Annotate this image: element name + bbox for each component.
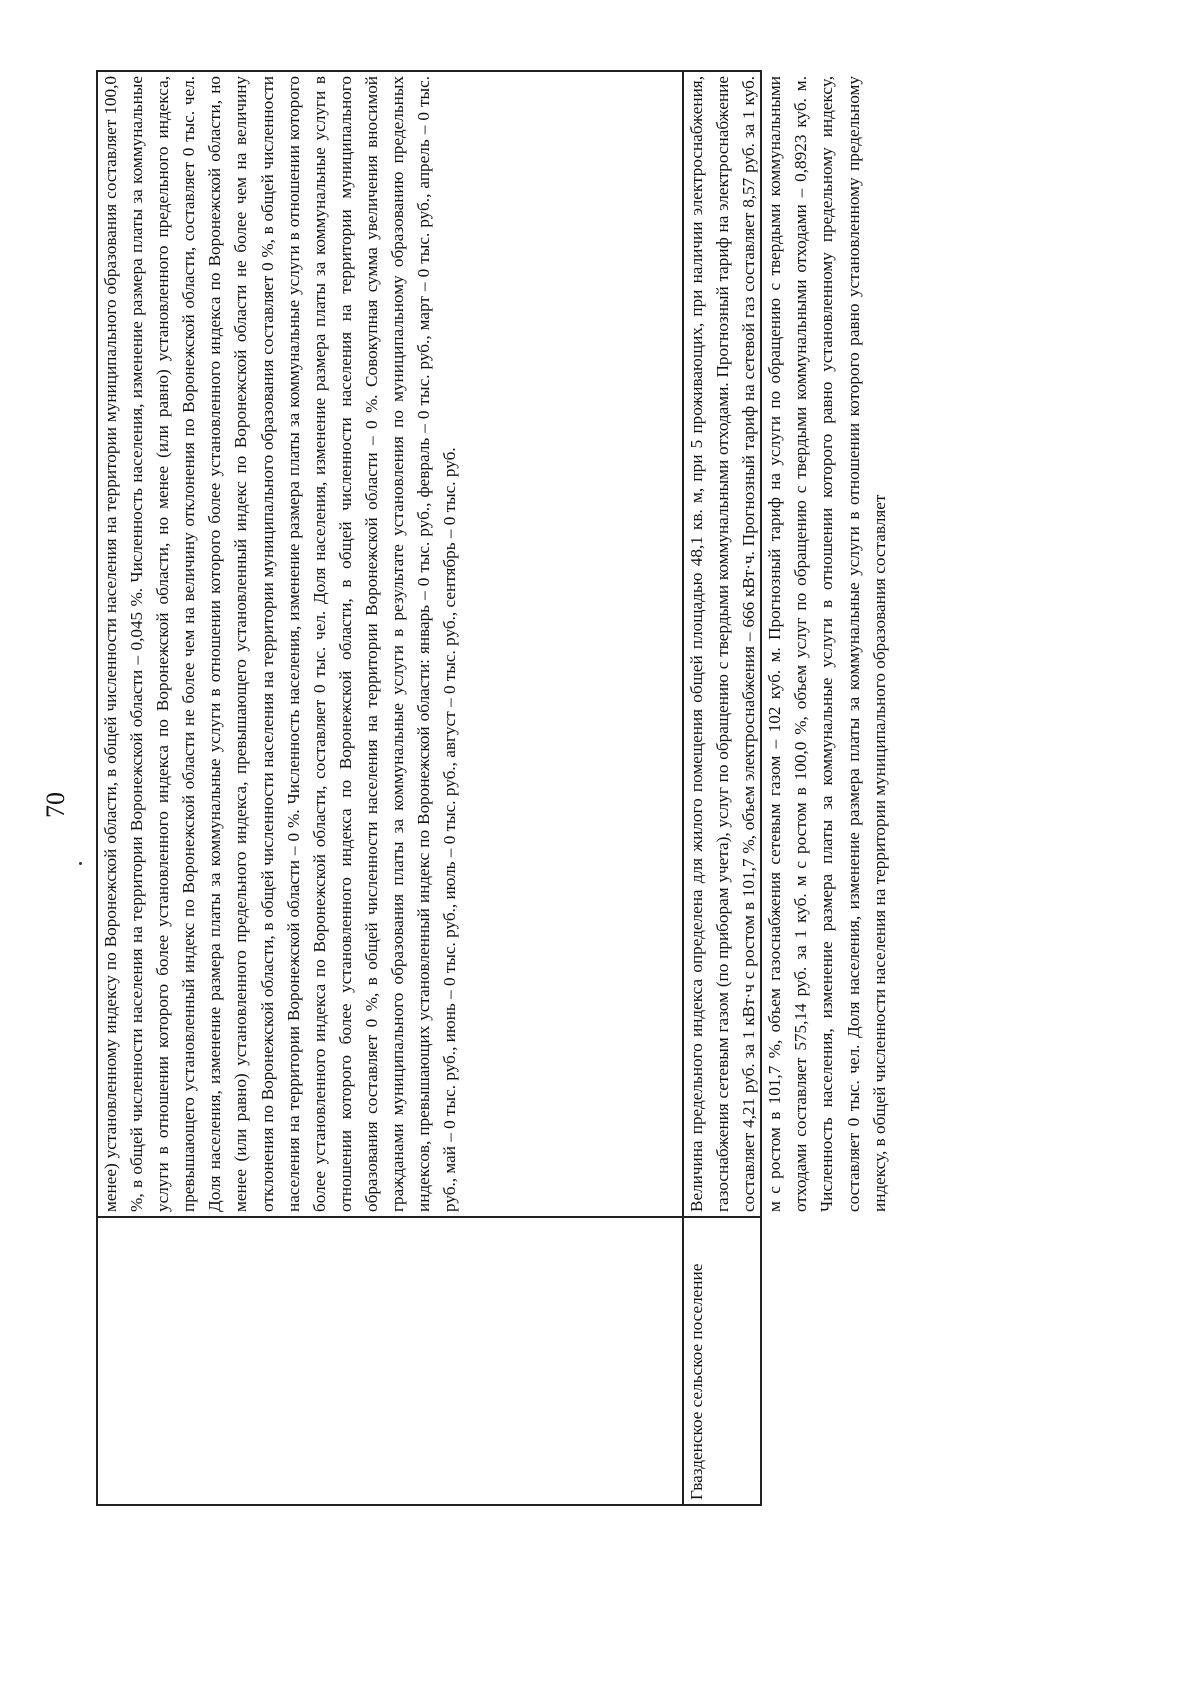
description-cell xyxy=(683,71,889,1217)
tariff-index-table xyxy=(96,70,889,1506)
scan-speck xyxy=(79,862,82,865)
description-cell: менее) установленному индексу по Воронежской области, в общей численности населения на территории муниципального образования составляет 100,0 %, в общей численности населения на территории Воронежской области – 0,045 %. Численность населения, изменение размера платы за коммунальные услуги в отношении которого более установленного индекса по Воронежской области, но менее (или равно) установленного предельного индекса, превышающего установленный индекс по Воронежской области не более чем на величину отклонения по Воронежской области, составляет 0 тыс. чел. Доля населения, изменение размера платы за коммунальные услуги в отношении которого более установленного индекса по Воронежской области, но менее (или равно) установленного предельного индекса, превышающего установленный индекс по Воронежской области не более чем на величину отклонения по Воронежской области, в общей численности населения на территории муниципального образования составляет 0 %, в общей численности населения на территории Воронежской области – 0 %. Численность населения, изменение размера платы за коммунальные услуги в отношении которого более установленного индекса по Воронежской области, составляет 0 тыс. чел. Доля населения, изменение размера платы за коммунальные услуги в отношении которого более установленного индекса по Воронежской области, в общей численности населения на территории муниципального образования составляет 0 %, в общей численности населения на территории Воронежской области – 0 %. Совокупная сумма увеличения вносимой гражданами муниципального образования платы за коммунальные услуги в результате установления по муниципальному образованию предельных индексов, превышающих установленный индекс по Воронежской области: январь – 0 тыс. руб., февраль – 0 тыс. руб., март – 0 тыс. руб., апрель – 0 тыс. руб., май – 0 тыс. руб., июнь – 0 тыс. руб., июль – 0 тыс. руб., август – 0 тыс. руб., сентябрь – 0 тыс. руб. xyxy=(97,71,683,1217)
rotated-table-wrapper xyxy=(96,70,889,1506)
table-row xyxy=(683,71,761,1505)
page-number: 70 xyxy=(41,792,70,818)
description-text: Величина предельного индекса определена для жилого помещения общей площадью 48,1 кв. м, при 5 проживающих, при наличии электроснабжения, газоснабжения сетевым газом (по приборам учета), услуг по обращению с твердыми коммунальными отходами. Прогнозный тариф на электроснабжение составляет 4,21 руб. за 1 кВт·ч с ростом в 101,7 %, объем электроснабжения – 666 кВт·ч. Прогнозный тариф на сетевой газ составляет 8,57 руб. за 1 куб. м с ростом в 101,7 %, объем газоснабжения сетевым газом – 102 куб. м. Прогнозный тариф на услуги по обращению с твердыми коммунальными отходами составляет 575,14 руб. за 1 куб. м с ростом в 100,0 %, объем услуг по обращению с твердыми коммунальными отходами – 0,8923 куб. м. Численность населения, изменение размера платы за коммунальные услуги в отношении которого равно установленному предельному индексу, составляет 0 тыс. чел. Доля населения, изменение размера платы за коммунальные услуги в отношении которого равно установленному предельному индексу, в общей численности населения на территории муниципального образования составляет xyxy=(687,76,889,1212)
table-row xyxy=(97,71,683,1505)
settlement-name-cell: Гвазденское сельское поселение xyxy=(683,1217,761,1505)
settlement-name-cell xyxy=(97,1217,683,1505)
